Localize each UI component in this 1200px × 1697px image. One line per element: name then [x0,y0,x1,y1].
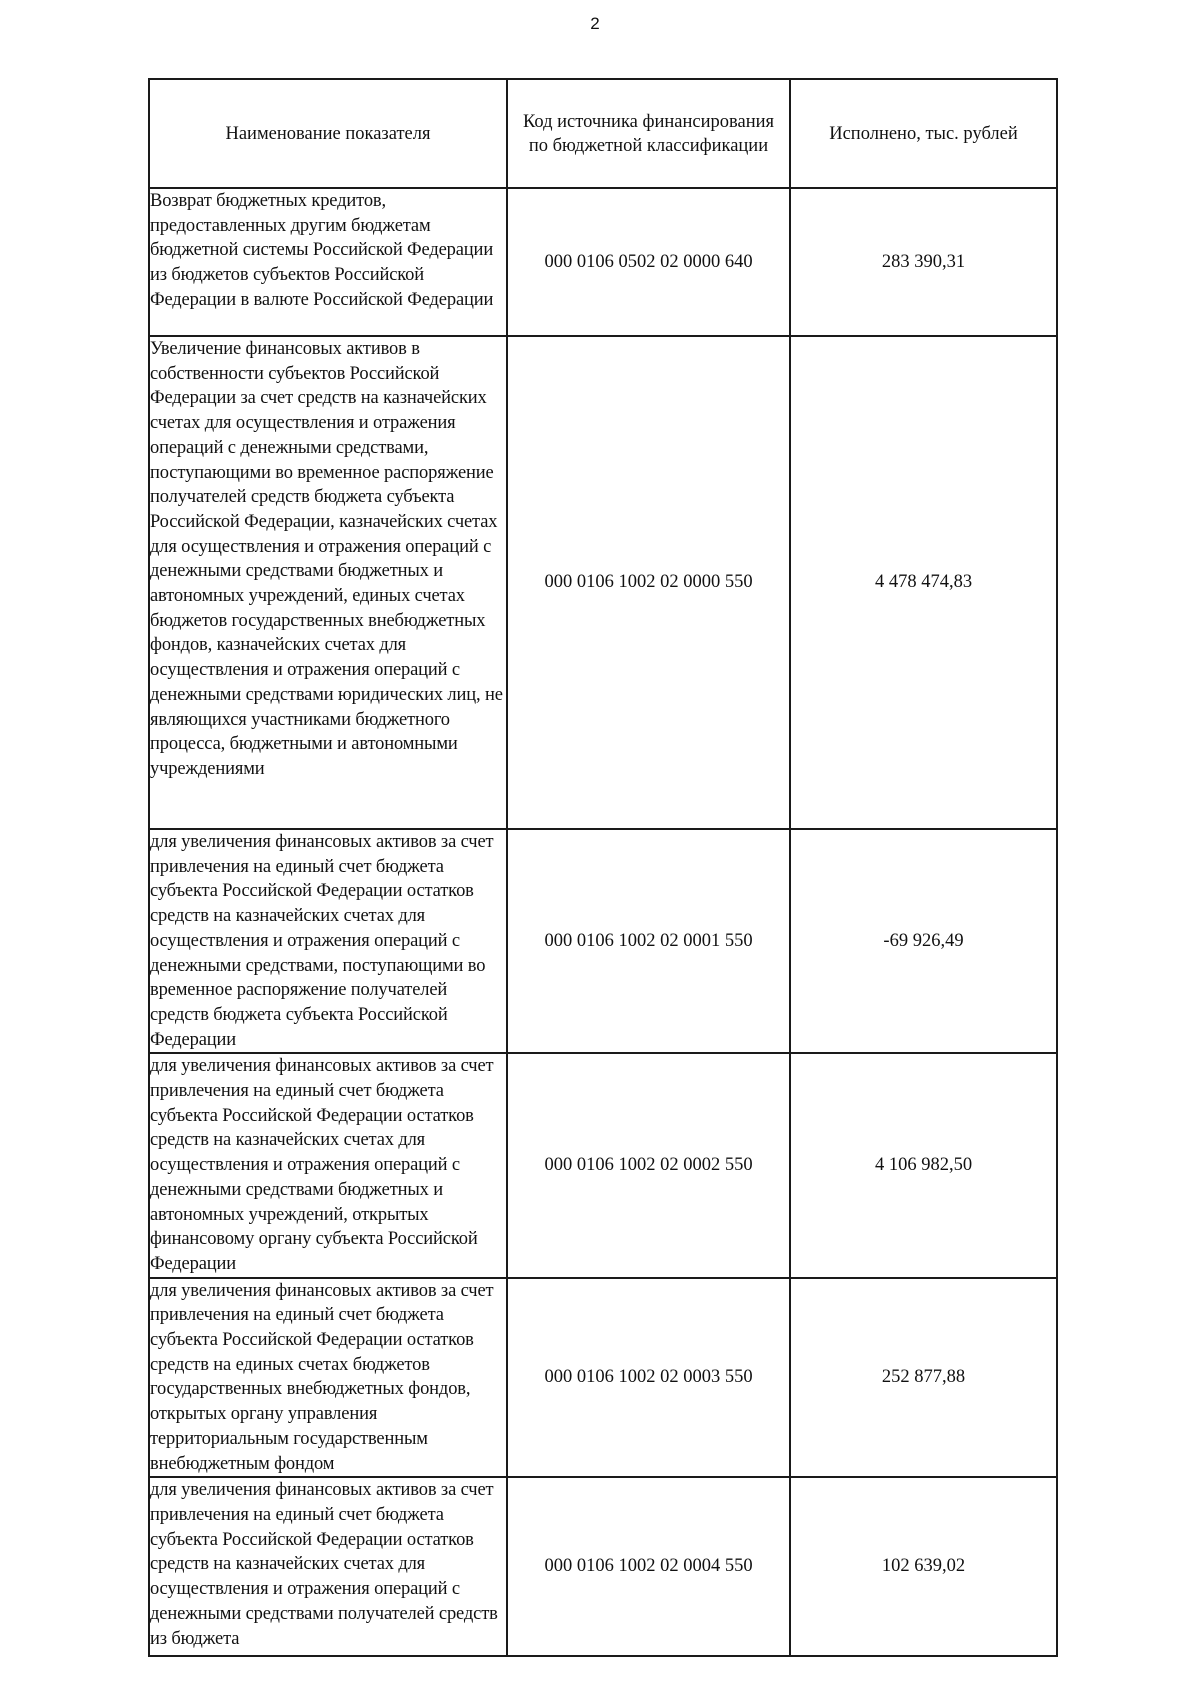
row-source-code: 000 0106 1002 02 0000 550 [507,336,790,829]
table-row [149,336,1057,829]
table-row [149,188,1057,336]
row-indicator-name: для увеличения финансовых активов за счет привлечения на единый счет бюджета субъекта Российской Федерации остатков средств на казначейских счетах для осуществления и отражения операций с денежными средствами получателей средств из бюджета [149,1477,507,1656]
financing-sources-table [148,78,1058,1657]
row-executed-amount: -69 926,49 [790,829,1057,1053]
header-source-code: Код источника финансирования по бюджетной классификации [507,79,790,188]
row-source-code: 000 0106 1002 02 0003 550 [507,1278,790,1478]
table-header-row [149,79,1057,188]
row-indicator-name: Увеличение финансовых активов в собственности субъектов Российской Федерации за счет средств на казначейских счетах для осуществления и отражения операций с денежными средствами, поступающими во временное распоряжение получателей средств бюджета субъекта Российской Федерации, казначейских счетах для осуществления и отражения операций с денежными средствами бюджетных и автономных учреждений, единых счетах бюджетов государственных внебюджетных фондов, казначейских счетах для осуществления и отражения операций с денежными средствами юридических лиц, не являющихся участниками бюджетного процесса, бюджетными и автономными учреждениями [149,336,507,829]
row-source-code: 000 0106 1002 02 0001 550 [507,829,790,1053]
table-row [149,1053,1057,1277]
row-executed-amount: 102 639,02 [790,1477,1057,1656]
page-number: 2 [590,14,600,33]
row-source-code: 000 0106 0502 02 0000 640 [507,188,790,336]
row-executed-amount: 252 877,88 [790,1278,1057,1478]
row-executed-amount: 283 390,31 [790,188,1057,336]
table-row [149,1278,1057,1478]
row-executed-amount: 4 478 474,83 [790,336,1057,829]
row-indicator-name: для увеличения финансовых активов за счет привлечения на единый счет бюджета субъекта Российской Федерации остатков средств на казначейских счетах для осуществления и отражения операций с денежными средствами бюджетных и автономных учреждений, открытых финансовому органу субъекта Российской Федерации [149,1053,507,1277]
row-indicator-name: для увеличения финансовых активов за счет привлечения на единый счет бюджета субъекта Российской Федерации остатков средств на казначейских счетах для осуществления и отражения операций с денежными средствами, поступающими во временное распоряжение получателей средств бюджета субъекта Российской Федерации [149,829,507,1053]
row-source-code: 000 0106 1002 02 0002 550 [507,1053,790,1277]
row-indicator-name: Возврат бюджетных кредитов, предоставленных другим бюджетам бюджетной системы Российской Федерации из бюджетов субъектов Российской Федерации в валюте Российской Федерации [149,188,507,336]
header-indicator-name: Наименование показателя [149,79,507,188]
row-source-code: 000 0106 1002 02 0004 550 [507,1477,790,1656]
header-executed-amount: Исполнено, тыс. рублей [790,79,1057,188]
table-row [149,829,1057,1053]
row-executed-amount: 4 106 982,50 [790,1053,1057,1277]
table-row [149,1477,1057,1656]
row-indicator-name: для увеличения финансовых активов за счет привлечения на единый счет бюджета субъекта Российской Федерации остатков средств на единых счетах бюджетов государственных внебюджетных фондов, открытых органу управления территориальным государственным внебюджетным фондом [149,1278,507,1478]
